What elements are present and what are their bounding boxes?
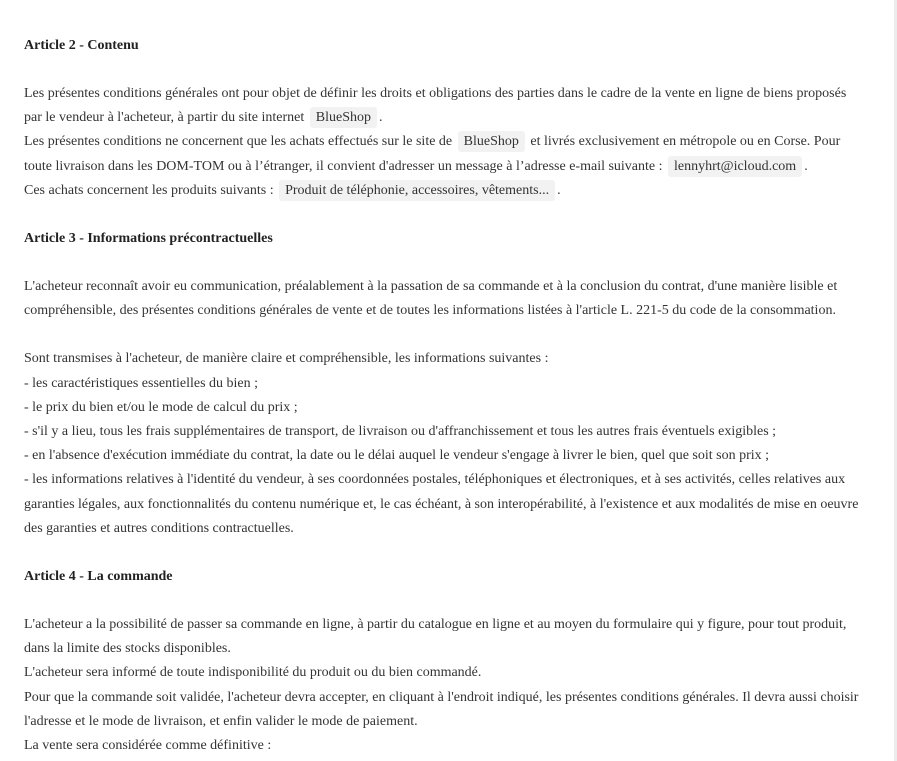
list-item: - les informations relatives à l'identité du vendeur, à ses coordonnées postales, téléphoniques et électroniques, et à ses activités, celles relatives aux garanties légales, aux fonctionnalités du contenu numérique et, le cas échéant, à son interopérabilité, à l'existence et aux modalités de mise en oeuvre des garanties et autres conditions contractuelles. bbox=[24, 472, 859, 536]
list-item: - les caractéristiques essentielles du bien ; bbox=[24, 375, 259, 391]
article-2-title: Article 2 - Contenu bbox=[24, 38, 139, 53]
products-chip: Produit de téléphonie, accessoires, vêtements... bbox=[279, 180, 555, 201]
article-2-paragraph-3: Ces achats concernent les produits suivants : Produit de téléphonie, accessoires, vêtements... . bbox=[24, 179, 859, 203]
spacer bbox=[24, 541, 859, 565]
terms-content bbox=[24, 34, 859, 758]
article-4-line: L'acheteur a la possibilité de passer sa commande en ligne, à partir du catalogue en ligne et au moyen du formulaire qui y figure, pour tout produit, dans la limite des stocks disponibles. bbox=[24, 617, 847, 657]
list-item: - le prix du bien et/ou le mode de calcul du prix ; bbox=[24, 399, 298, 415]
spacer bbox=[24, 203, 859, 227]
article-3-paragraph-2: Sont transmises à l'acheteur, de manière claire et compréhensible, les informations suivantes : bbox=[24, 351, 549, 367]
site-name-chip: BlueShop bbox=[458, 131, 525, 152]
article-4-line: La vente sera considérée comme définitive : bbox=[24, 738, 272, 754]
article-3-paragraph-1: L'acheteur reconnaît avoir eu communication, préalablement à la passation de sa commande et à la conclusion du contrat, d'une manière lisible et compréhensible, des présentes conditions générales de vente et de toutes les informations listées à l'article L. 221-5 du code de la consommation. bbox=[24, 279, 838, 319]
article-4-line: L'acheteur sera informé de toute indisponibilité du produit ou du bien commandé. bbox=[24, 665, 482, 681]
email-chip: lennyhrt@icloud.com bbox=[668, 156, 802, 177]
spacer bbox=[24, 323, 859, 347]
list-item: - en l'absence d'exécution immédiate du contrat, la date ou le délai auquel le vendeur s'engage à livrer le bien, quel que soit son prix ; bbox=[24, 448, 770, 464]
article-4-line: Pour que la commande soit validée, l'acheteur devra accepter, en cliquant à l'endroit indiqué, les présentes conditions générales. Il devra aussi choisir l'adresse et le mode de livraison, et enfin valider le mode de paiement. bbox=[24, 689, 859, 729]
article-2-paragraph-1: Les présentes conditions générales ont pour objet de définir les droits et obligations des parties dans le cadre de la vente en ligne de biens proposés par le vendeur à l'acheteur, à partir du site internet BlueShop . bbox=[24, 82, 859, 130]
site-name-chip: BlueShop bbox=[310, 107, 377, 128]
article-4-title: Article 4 - La commande bbox=[24, 569, 173, 585]
article-2-paragraph-2: Les présentes conditions ne concernent que les achats effectués sur le site de BlueShop et livrés exclusivement en métropole ou en Corse. Pour toute livraison dans les DOM-TOM ou à l’étranger, il convient d'adresser un message à l’adresse e-mail suivante : lennyhrt@icloud.com . bbox=[24, 130, 859, 178]
article-3-title: Article 3 - Informations précontractuelles bbox=[24, 231, 273, 247]
list-item: - s'il y a lieu, tous les frais supplémentaires de transport, de livraison ou d'affranchissement et tous les autres frais éventuels exigibles ; bbox=[24, 424, 777, 440]
